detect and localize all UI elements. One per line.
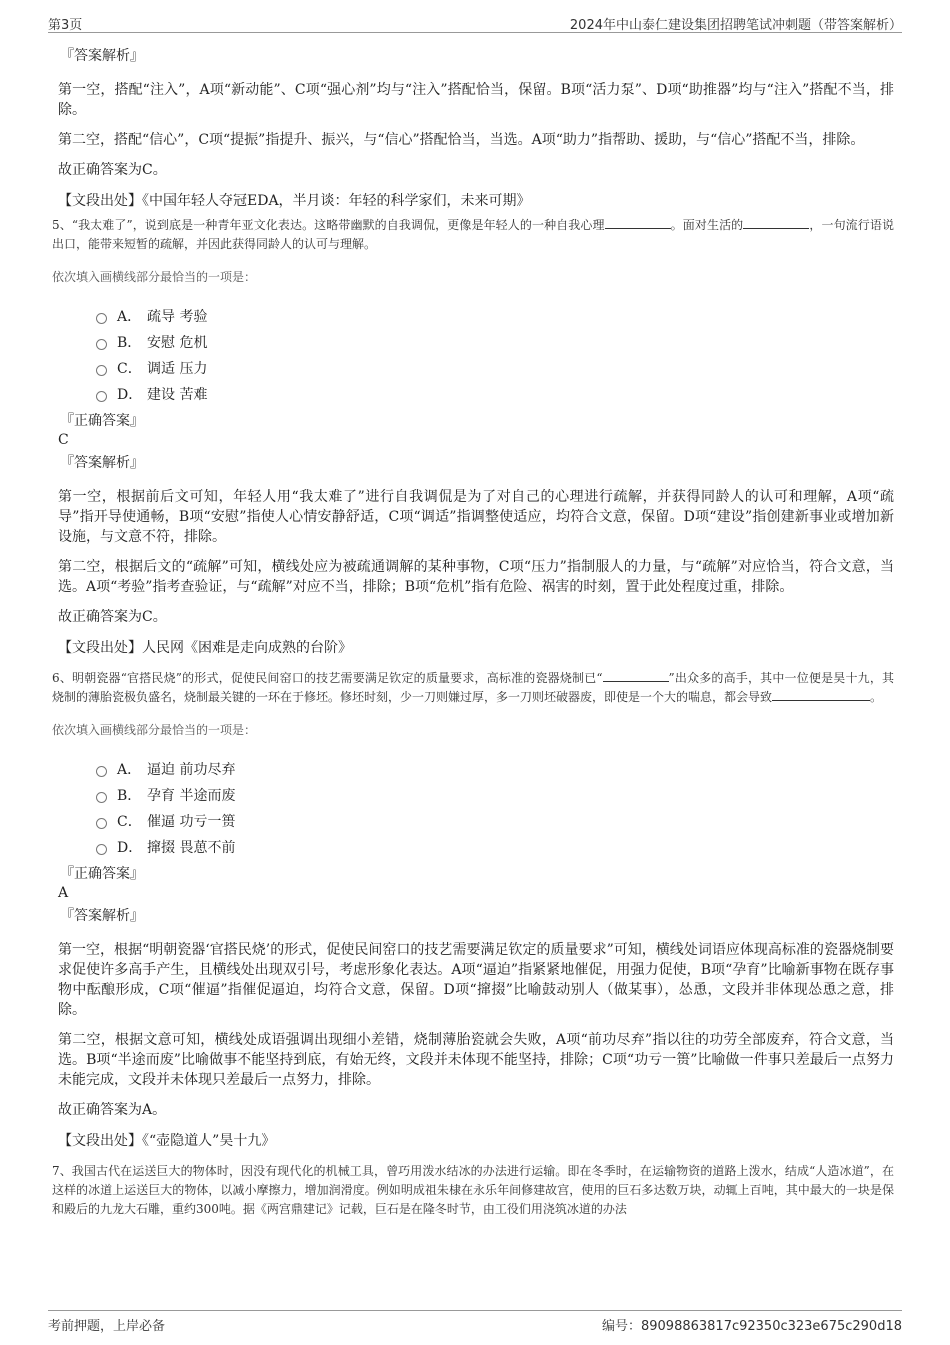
radio-icon[interactable]: [96, 792, 107, 803]
analysis-paragraph: 第一空，搭配“注入”，A项“新动能”、C项“强心剂”均与“注入”搭配恰当，保留。B项“活力泵”、D项“助推器”均与“注入”搭配不当，排除。: [58, 82, 894, 118]
page-footer: [48, 1310, 902, 1335]
radio-icon[interactable]: [96, 365, 107, 376]
analysis-paragraph: 第一空，根据前后文可知，年轻人用“我太难了”进行自我调侃是为了对自己的心理进行疏解，并获得同龄人的认可和理解，A项“疏导”指开导使通畅，B项“安慰”指使人心情安静舒适，C项“调适”指调整使适应，均符合文意，保留。D项“建设”指创建新事业或增加新设施，与文意不符，排除。: [58, 489, 894, 545]
source-line: [58, 637, 894, 659]
analysis-paragraph: 第二空，根据后文的“疏解”可知，横线处应为被疏通调解的某种事物，C项“压力”指制服人的力量，与“疏解”对应恰当，符合文意，当选。A项“考验”指考查验证，与“疏解”对应不当，排除；B项“危机”指有危险、祸害的时刻，置于此处程度过重，排除。: [58, 559, 894, 595]
analysis-conclusion: 故正确答案为C。: [58, 609, 167, 625]
radio-icon[interactable]: [96, 818, 107, 829]
fill-blank: [605, 216, 671, 229]
analysis-label: 『答案解析』: [60, 908, 144, 924]
question-instruction: 依次填入画横线部分最恰当的一项是：: [52, 270, 257, 284]
analysis-label: 『答案解析』: [60, 48, 144, 64]
source-text: 《“壶隐道人”昊十九》: [142, 1133, 276, 1149]
analysis-paragraph: 第二空，搭配“信心”，C项“提振”指提升、振兴，与“信心”搭配恰当，当选。A项“助力”指帮助、援助，与“信心”搭配不当，排除。: [58, 132, 865, 148]
option-b[interactable]: B． 安慰 危机: [96, 329, 894, 355]
option-b[interactable]: B． 孕育 半途而废: [96, 782, 894, 808]
question-text: 6、明朝瓷器“官搭民烧”的形式，促使民间窑口的技艺需要满足钦定的质量要求，高标准的瓷器烧制已“ ”出众多的高手，其中一位便是昊十九，其烧制的薄胎瓷极负盛名，烧制最关键的一环在于修坯。修坯时刻，少一刀则嫌过厚，多一刀则坯破器废，即使是一个大的喘息，都会导致 。: [52, 671, 895, 704]
source-text: 人民网《困难是走向成熟的台阶》: [142, 640, 352, 656]
fill-blank: [743, 216, 809, 229]
radio-icon[interactable]: [96, 391, 107, 402]
source-label: 【文段出处】: [58, 640, 142, 656]
source-text: 《中国年轻人夺冠EDA，半月谈：年轻的科学家们，未来可期》: [142, 193, 531, 209]
source-line: [58, 190, 894, 212]
option-c[interactable]: C． 调适 压力: [96, 355, 894, 381]
question-text: 7、我国古代在运送巨大的物体时，因没有现代化的机械工具，曾巧用泼水结冰的办法进行运输。即在冬季时，在运输物资的道路上泼水，结成“人造冰道”，在这样的冰道上运送巨大的物体，以减小摩擦力，增加润滑度。例如明成祖朱棣在永乐年间修建故宫，使用的巨石多达数万块，动辄上百吨，其中最大的一块是保和殿后的九龙大石雕，重约300吨。据《两宫鼎建记》记载，巨石是在隆冬时节，由工役们用浇筑冰道的办法: [52, 1164, 894, 1216]
document-id: 编号：89098863817c92350c323e675c290d18: [601, 1319, 902, 1334]
page-header: [48, 10, 902, 33]
option-a[interactable]: A． 疏导 考验: [96, 303, 894, 329]
question-text: 5、“我太难了”，说到底是一种青年亚文化表达。这略带幽默的自我调侃，更像是年轻人的一种自我心理 。面对生活的 ，一句流行语说出口，能带来短暂的疏解，并因此获得同龄人的认可与理解。: [52, 218, 894, 251]
question-instruction: 依次填入画横线部分最恰当的一项是：: [52, 723, 257, 737]
source-line: [58, 1130, 894, 1152]
correct-answer-label: 『正确答案』: [60, 866, 144, 882]
option-c[interactable]: C． 催逼 功亏一篑: [96, 808, 894, 834]
footer-slogan: 考前押题，上岸必备: [48, 1319, 166, 1334]
radio-icon[interactable]: [96, 313, 107, 324]
option-d[interactable]: D． 撺掇 畏葸不前: [96, 834, 894, 860]
fill-blank: [772, 688, 870, 701]
analysis-conclusion: 故正确答案为C。: [58, 162, 167, 178]
document-title: 2024年中山泰仁建设集团招聘笔试冲刺题（带答案解析）: [569, 18, 902, 33]
document-body: [52, 42, 895, 1219]
option-a[interactable]: A． 逼迫 前功尽弃: [96, 756, 894, 782]
analysis-conclusion: 故正确答案为A。: [58, 1102, 167, 1118]
analysis-paragraph: 第一空，根据“明朝瓷器‘官搭民烧’的形式，促使民间窑口的技艺需要满足钦定的质量要求”可知，横线处词语应体现高标准的瓷器烧制要求促使许多高手产生，且横线处出现双引号，考虑形象化表达。A项“逼迫”指紧紧地催促，用强力促使，B项“孕育”比喻新事物在既存事物中酝酿形成，C项“催逼”指催促逼迫，均符合文意，保留。D项“撺掇”比喻鼓动别人（做某事），怂恿，文段并非体现怂恿之意，排除。: [58, 942, 894, 1018]
option-d[interactable]: D． 建设 苦难: [96, 381, 894, 407]
source-label: 【文段出处】: [58, 1133, 142, 1149]
analysis-paragraph: 第二空，根据文意可知，横线处成语强调出现细小差错，烧制薄胎瓷就会失败，A项“前功尽弃”指以往的功劳全部废弃，符合文意，当选。B项“半途而废”比喻做事不能坚持到底，有始无终，文段并未体现不能坚持，排除；C项“功亏一篑”比喻做一件事只差最后一点努力未能完成，文段并未体现只差最后一点努力，排除。: [58, 1032, 894, 1088]
page-number: 第3页: [48, 18, 83, 33]
correct-answer-label: 『正确答案』: [60, 413, 144, 429]
option-list: [96, 303, 894, 407]
source-label: 【文段出处】: [58, 193, 142, 209]
radio-icon[interactable]: [96, 339, 107, 350]
correct-answer: C: [58, 432, 69, 448]
radio-icon[interactable]: [96, 844, 107, 855]
fill-blank: [603, 669, 669, 682]
option-list: [96, 756, 894, 860]
correct-answer: A: [58, 885, 69, 901]
analysis-label: 『答案解析』: [60, 455, 144, 471]
radio-icon[interactable]: [96, 766, 107, 777]
